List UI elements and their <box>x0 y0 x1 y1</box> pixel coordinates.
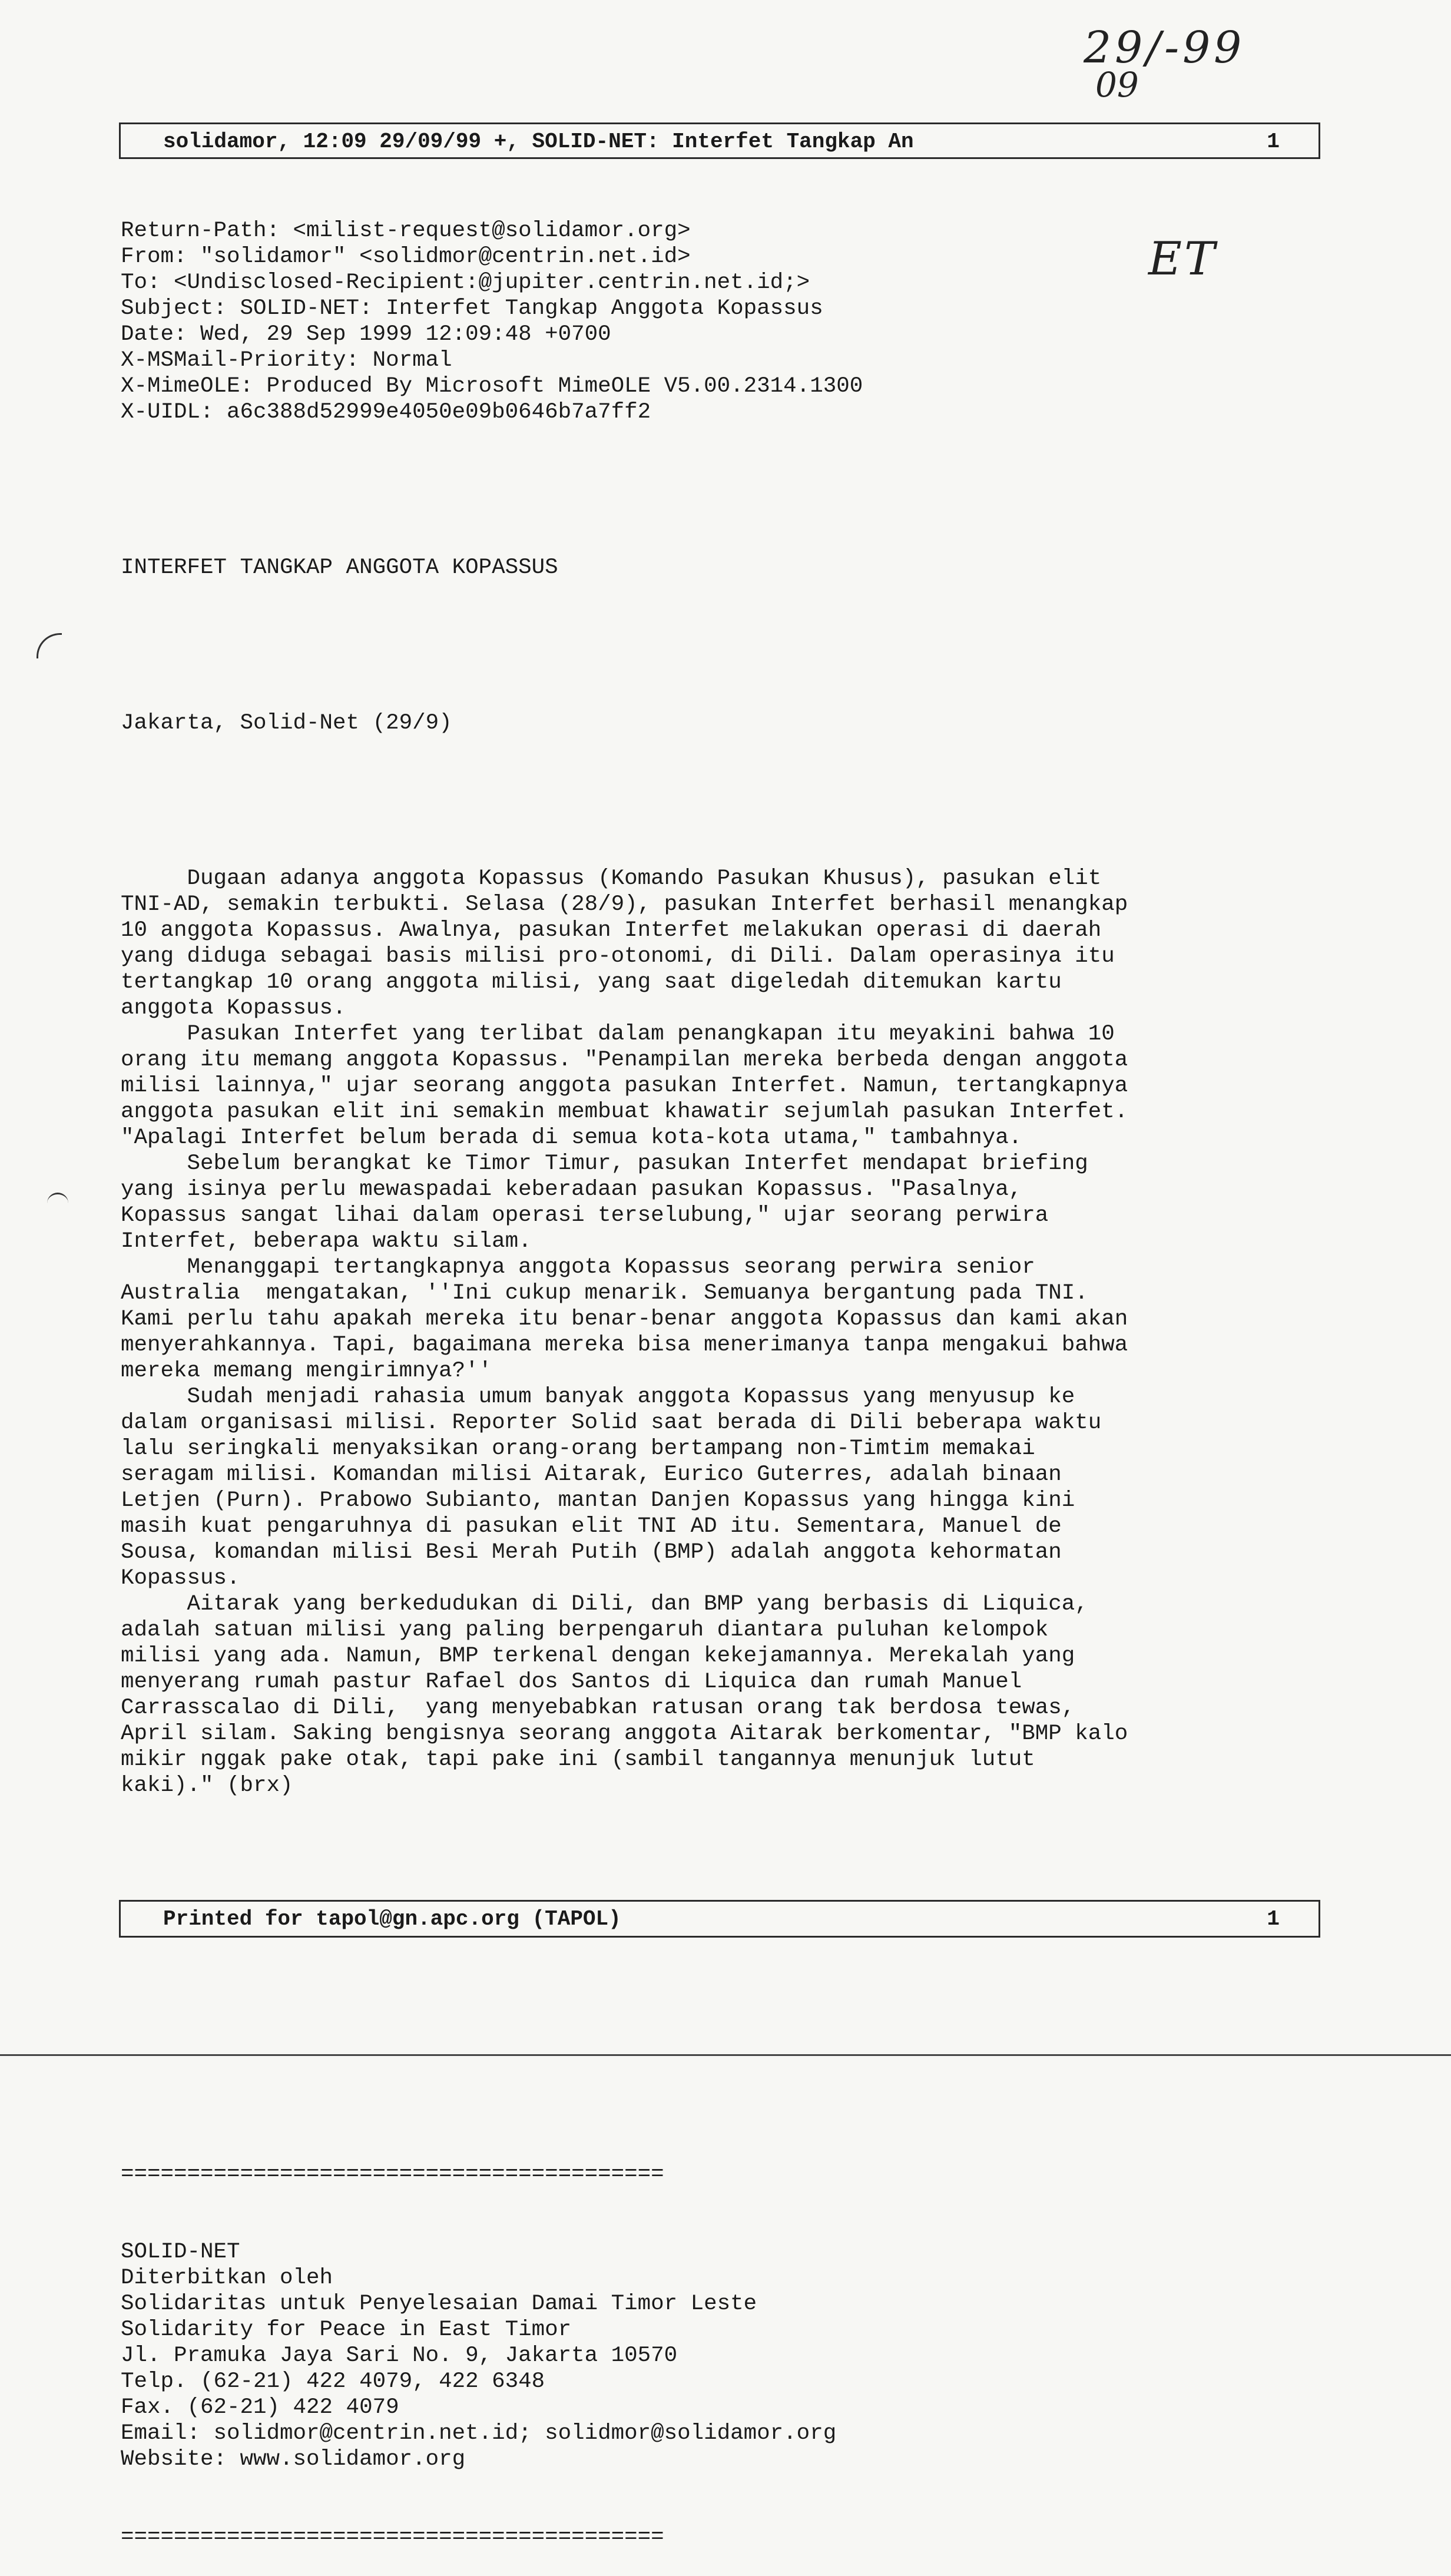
email-header-line: Return-Path: <milist-request@solidamor.org> <box>121 218 691 243</box>
page-bottom-rule <box>0 2054 1451 2056</box>
article-line: Dugaan adanya anggota Kopassus (Komando Pasukan Khusus), pasukan elit <box>121 866 1102 891</box>
article-line: Menanggapi tertangkapnya anggota Kopassus seorang perwira senior <box>121 1255 1035 1280</box>
article-line: adalah satuan milisi yang paling berpengaruh diantara puluhan kelompok <box>121 1618 1049 1643</box>
signature-line: Jl. Pramuka Jaya Sari No. 9, Jakarta 10570 <box>121 2343 678 2368</box>
article-line: mikir nggak pake otak, tapi pake ini (sambil tangannya menunjuk lutut <box>121 1747 1035 1772</box>
article-line: kaki)." (brx) <box>121 1773 293 1798</box>
email-header-line: Date: Wed, 29 Sep 1999 12:09:48 +0700 <box>121 322 611 347</box>
print-header-page-number: 1 <box>1267 130 1280 154</box>
print-header-box <box>119 122 1320 159</box>
article-line: Kopassus. <box>121 1566 240 1591</box>
print-footer-box <box>119 1900 1320 1938</box>
article-line: April silam. Saking bengisnya seorang anggota Aitarak berkomentar, "BMP kalo <box>121 1721 1128 1746</box>
handwritten-date: 29/-99 <box>1084 22 1245 73</box>
print-header-title: solidamor, 12:09 29/09/99 +, SOLID-NET: Interfet Tangkap An <box>163 130 914 154</box>
signature-line: Diterbitkan oleh <box>121 2266 333 2290</box>
signature-block <box>121 2239 1322 2472</box>
article-dateline: Jakarta, Solid-Net (29/9) <box>121 711 452 736</box>
article-line: Sousa, komandan milisi Besi Merah Putih (BMP) adalah anggota kehormatan <box>121 1540 1062 1565</box>
print-footer-title: Printed for tapol@gn.apc.org (TAPOL) <box>163 1907 621 1931</box>
article-line: 10 anggota Kopassus. Awalnya, pasukan Interfet melakukan operasi di daerah <box>121 918 1102 943</box>
article-line: orang itu memang anggota Kopassus. "Penampilan mereka berbeda dengan anggota <box>121 1048 1128 1072</box>
article-line: anggota pasukan elit ini semakin membuat khawatir sejumlah pasukan Interfet. <box>121 1100 1128 1124</box>
article-line: Kami perlu tahu apakah mereka itu benar-benar anggota Kopassus dan kami akan <box>121 1307 1128 1332</box>
article-line: mereka memang mengirimnya?'' <box>121 1359 492 1383</box>
article-line: yang isinya perlu mewaspadai keberadaan pasukan Kopassus. "Pasalnya, <box>121 1177 1022 1202</box>
article-line: menyerang rumah pastur Rafael dos Santos di Liquica dan rumah Manuel <box>121 1670 1022 1694</box>
signature-line: SOLID-NET <box>121 2240 240 2264</box>
article-line: Australia mengatakan, ''Ini cukup menarik. Semuanya bergantung pada TNI. <box>121 1281 1088 1306</box>
article-line: "Apalagi Interfet belum berada di semua kota-kota utama," tambahnya. <box>121 1125 1022 1150</box>
signature-rule-top: ========================================= <box>121 2162 664 2187</box>
handwritten-tag: ET <box>1148 233 1217 286</box>
article-line: Aitarak yang berkedudukan di Dili, dan BMP yang berbasis di Liquica, <box>121 1592 1088 1617</box>
article-line: dalam organisasi milisi. Reporter Solid saat berada di Dili beberapa waktu <box>121 1410 1102 1435</box>
email-header-block <box>121 218 1322 425</box>
article-line: yang diduga sebagai basis milisi pro-otonomi, di Dili. Dalam operasinya itu <box>121 944 1115 969</box>
article-line: Kopassus sangat lihai dalam operasi terselubung," ujar seorang perwira <box>121 1203 1049 1228</box>
article-line: seragam milisi. Komandan milisi Aitarak, Eurico Guterres, adalah binaan <box>121 1462 1062 1487</box>
article-line: masih kuat pengaruhnya di pasukan elit TNI AD itu. Sementara, Manuel de <box>121 1514 1062 1539</box>
article-line: tertangkap 10 orang anggota milisi, yang saat digeledah ditemukan kartu <box>121 970 1062 995</box>
handwritten-date-month: 09 <box>1095 65 1139 105</box>
signature-line: Fax. (62-21) 422 4079 <box>121 2395 399 2420</box>
article-text <box>121 866 1322 1799</box>
signature-rule-bottom: ========================================= <box>121 2525 664 2549</box>
article-line: lalu seringkali menyaksikan orang-orang bertampang non-Timtim memakai <box>121 1436 1035 1461</box>
article-line: milisi lainnya," ujar seorang anggota pasukan Interfet. Namun, tertangkapnya <box>121 1074 1128 1098</box>
email-header-line: From: "solidamor" <solidmor@centrin.net.id> <box>121 244 691 269</box>
article-line: Pasukan Interfet yang terlibat dalam penangkapan itu meyakini bahwa 10 <box>121 1022 1115 1047</box>
print-footer-page-number: 1 <box>1267 1907 1280 1931</box>
signature-line: Solidarity for Peace in East Timor <box>121 2317 572 2342</box>
article-line: Sebelum berangkat ke Timor Timur, pasukan Interfet mendapat briefing <box>121 1151 1088 1176</box>
article-line: milisi yang ada. Namun, BMP terkenal dengan kekejamannya. Merekalah yang <box>121 1644 1075 1668</box>
article-line: TNI-AD, semakin terbukti. Selasa (28/9), pasukan Interfet berhasil menangkap <box>121 892 1128 917</box>
signature-line: Solidaritas untuk Penyelesaian Damai Timor Leste <box>121 2292 757 2316</box>
email-header-line: Subject: SOLID-NET: Interfet Tangkap Anggota Kopassus <box>121 296 823 321</box>
article-line: Sudah menjadi rahasia umum banyak anggota Kopassus yang menyusup ke <box>121 1385 1075 1409</box>
article-line: Carrasscalao di Dili, yang menyebabkan ratusan orang tak berdosa tewas, <box>121 1696 1075 1720</box>
signature-line: Telp. (62-21) 422 4079, 422 6348 <box>121 2369 545 2394</box>
email-header-line: X-MSMail-Priority: Normal <box>121 348 452 373</box>
margin-pen-mark <box>37 633 62 658</box>
article-headline: INTERFET TANGKAP ANGGOTA KOPASSUS <box>121 555 558 580</box>
signature-line: Email: solidmor@centrin.net.id; solidmor@solidamor.org <box>121 2421 837 2446</box>
article-line: Letjen (Purn). Prabowo Subianto, mantan Danjen Kopassus yang hingga kini <box>121 1488 1075 1513</box>
email-header-line: X-UIDL: a6c388d52999e4050e09b0646b7a7ff2 <box>121 400 651 425</box>
margin-pen-mark <box>47 1193 68 1206</box>
article-line: Interfet, beberapa waktu silam. <box>121 1229 532 1254</box>
signature-line: Website: www.solidamor.org <box>121 2447 466 2472</box>
email-header-line: X-MimeOLE: Produced By Microsoft MimeOLE V5.00.2314.1300 <box>121 374 863 399</box>
article-line: menyerahkannya. Tapi, bagaimana mereka bisa menerimanya tanpa mengakui bahwa <box>121 1333 1128 1357</box>
document-body <box>121 166 1322 2576</box>
email-header-line: To: <Undisclosed-Recipient:@jupiter.centrin.net.id;> <box>121 270 810 295</box>
article-line: anggota Kopassus. <box>121 996 346 1021</box>
